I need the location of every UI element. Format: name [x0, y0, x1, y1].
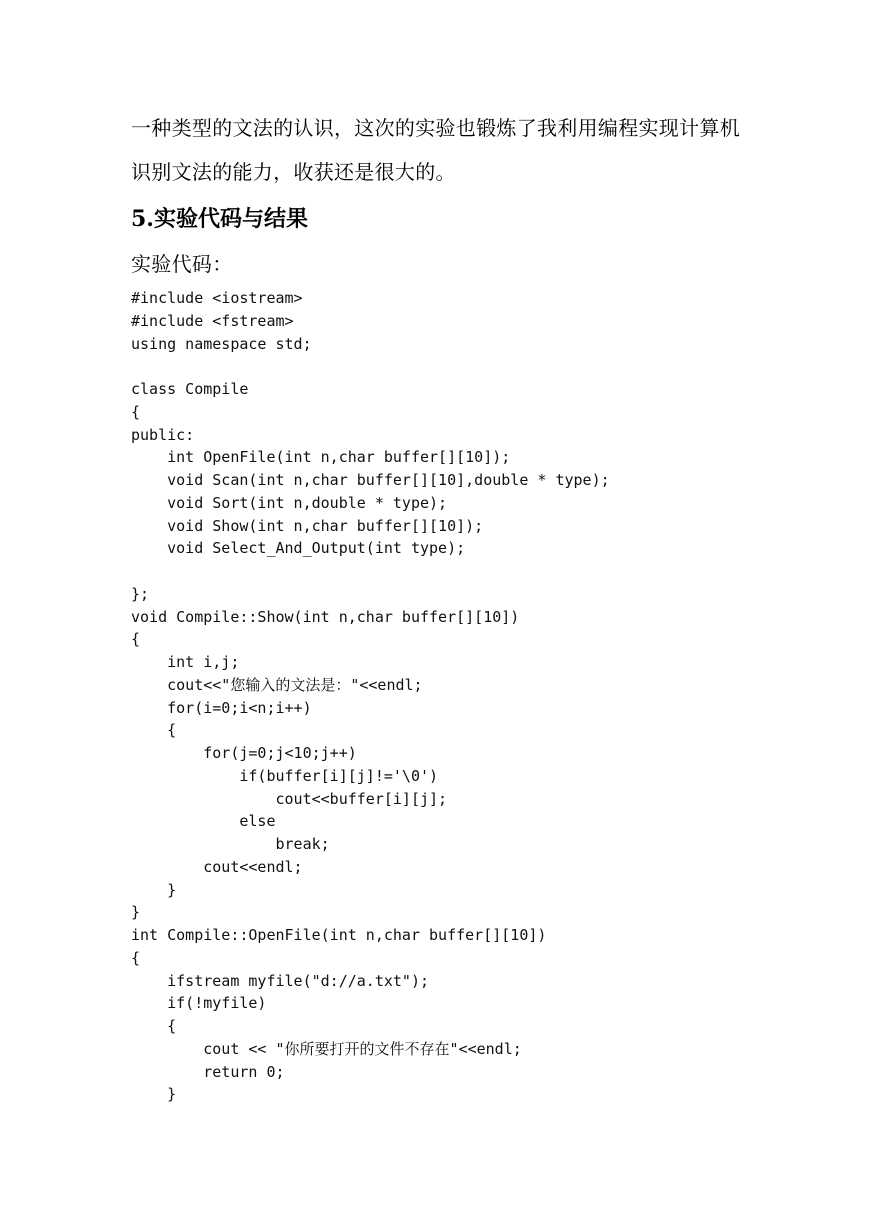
- code-line: for(j=0;j<10;j++): [131, 744, 357, 762]
- code-line: using namespace std;: [131, 334, 312, 353]
- code-line: class Compile: [131, 380, 249, 398]
- code-line: cout<<"您输入的文法是："<<endl;: [131, 675, 423, 694]
- code-line: if(buffer[i][j]!='\0'): [131, 766, 439, 785]
- paragraph-line-2: 识别文法的能力，收获还是很大的。: [131, 160, 456, 184]
- code-line: for(i=0;i<n;i++): [131, 698, 312, 717]
- code-line: void Select_And_Output(int type);: [131, 539, 466, 558]
- code-line: int OpenFile(int n,char buffer[][10]);: [131, 448, 511, 467]
- code-line: [131, 560, 610, 583]
- code-line: }: [131, 1085, 177, 1104]
- code-line: {: [131, 1017, 177, 1035]
- code-line: {: [131, 721, 177, 740]
- code-line: int Compile::OpenFile(int n,char buffer[][10]): [131, 926, 547, 944]
- code-line: void Sort(int n,double * type);: [131, 493, 448, 512]
- code-line: ifstream myfile("d://a.txt");: [131, 971, 430, 990]
- code-line: void Show(int n,char buffer[][10]);: [131, 516, 484, 535]
- code-line: #include <iostream>: [131, 289, 303, 307]
- code-line: break;: [131, 835, 330, 853]
- code-line: }: [131, 880, 177, 899]
- code-line: {: [131, 948, 141, 967]
- code-block: [131, 287, 610, 1106]
- code-line: [131, 355, 610, 378]
- code-line: cout<<endl;: [131, 857, 303, 876]
- section-heading: 5.实验代码与结果: [131, 206, 308, 232]
- code-line: if(!myfile): [131, 994, 267, 1013]
- code-line: cout << "你所要打开的文件不存在"<<endl;: [131, 1039, 522, 1058]
- code-line: void Scan(int n,char buffer[][10],double * type);: [131, 471, 610, 489]
- code-label: 实验代码：: [131, 252, 233, 276]
- code-line: return 0;: [131, 1062, 285, 1081]
- code-line: {: [131, 402, 141, 421]
- code-line: else: [131, 812, 276, 831]
- paragraph-line-1: 一种类型的文法的认识，这次的实验也锻炼了我利用编程实现计算机: [131, 116, 740, 140]
- code-line: {: [131, 630, 141, 649]
- code-line: #include <fstream>: [131, 311, 294, 330]
- code-line: };: [131, 584, 150, 603]
- code-line: }: [131, 903, 141, 922]
- code-line: cout<<buffer[i][j];: [131, 789, 448, 808]
- code-line: void Compile::Show(int n,char buffer[][10]): [131, 607, 520, 626]
- code-line: public:: [131, 425, 195, 444]
- code-line: int i,j;: [131, 653, 240, 671]
